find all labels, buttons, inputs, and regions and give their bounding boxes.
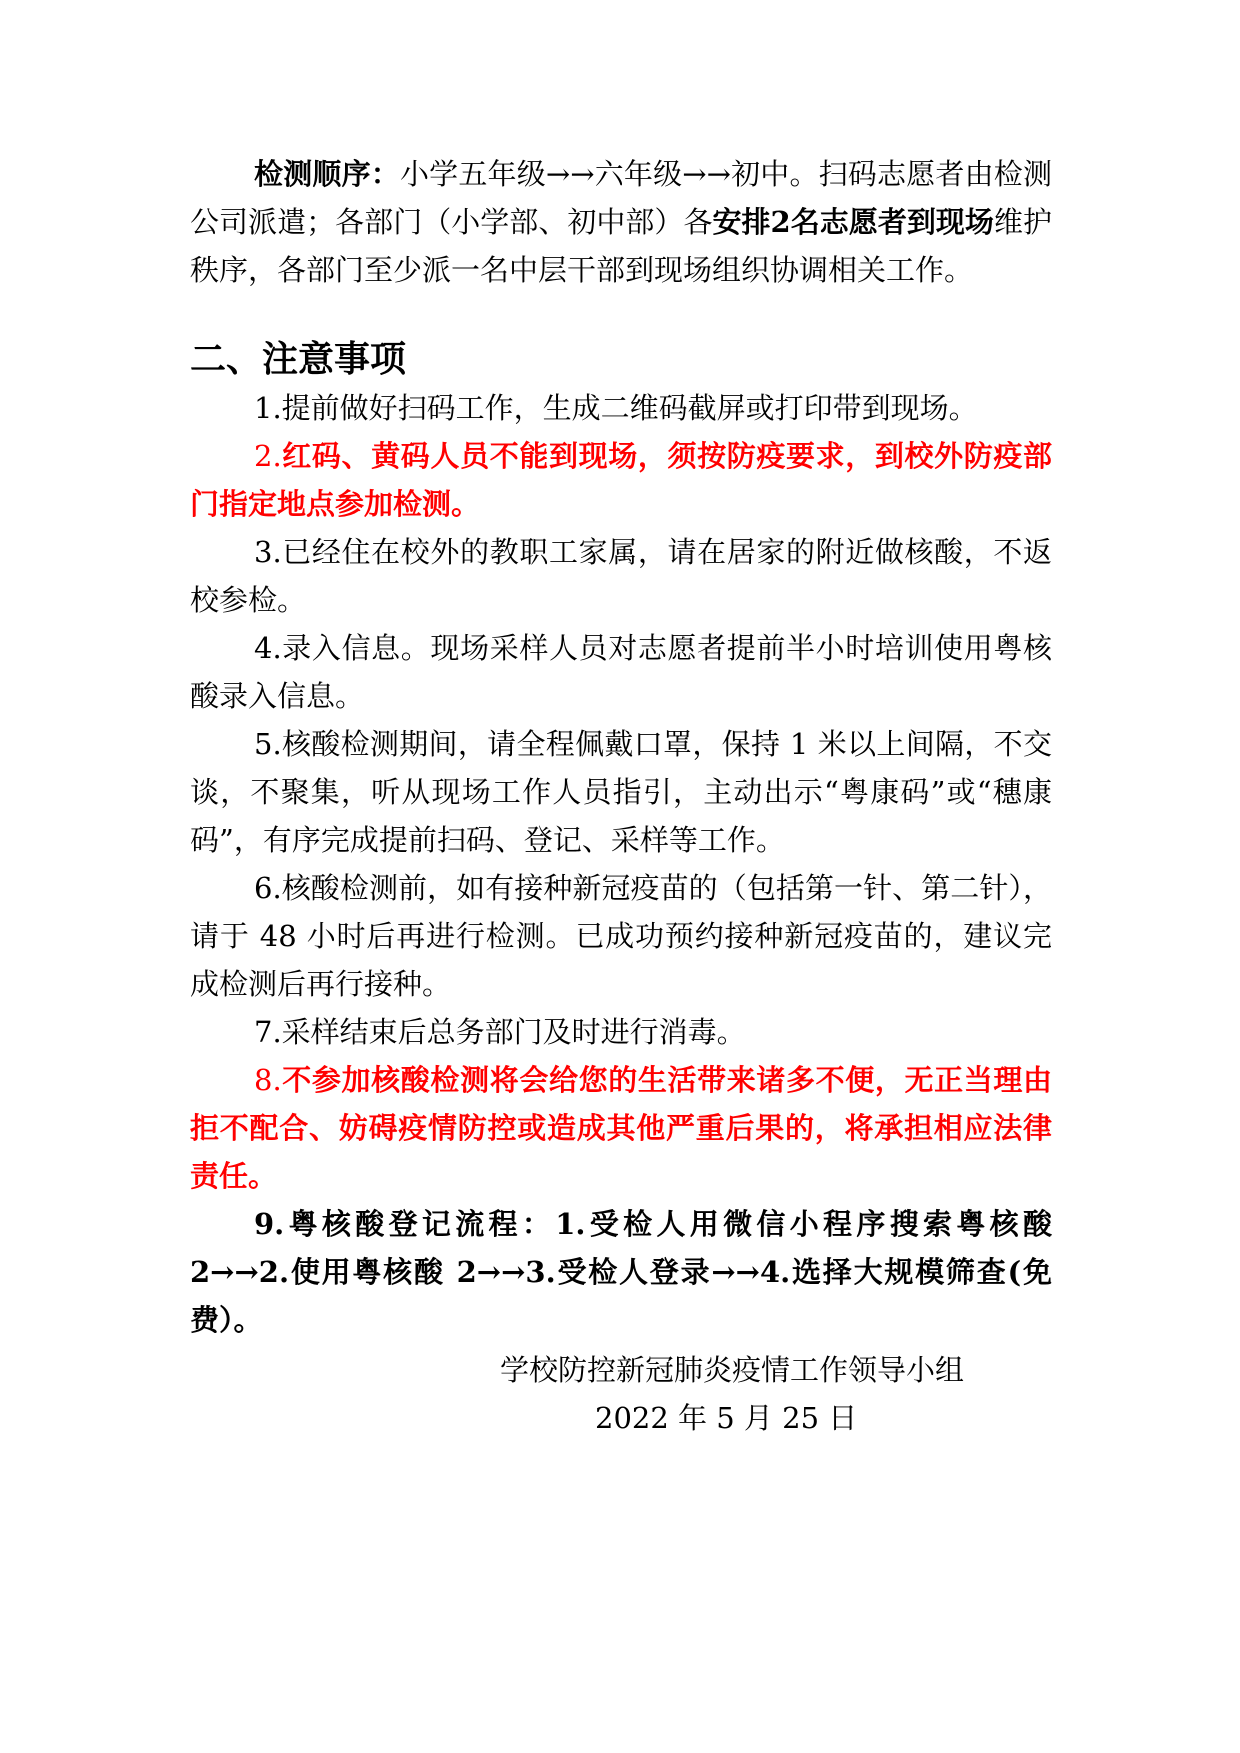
item-number: 2. (254, 439, 282, 473)
notice-item-6 (190, 864, 1052, 1008)
item-text: 红码、黄码人员不能到现场，须按防疫要求，到校外防疫部门指定地点参加检测。 (190, 439, 1052, 521)
notice-item-7 (190, 1008, 1052, 1056)
item-number: 4. (254, 631, 282, 665)
notice-item-2 (190, 432, 1052, 528)
item-number: 3. (254, 535, 282, 569)
notice-item-9 (190, 1200, 1052, 1344)
notice-item-3 (190, 528, 1052, 624)
intro-bold: 安排2名志愿者到现场 (712, 205, 994, 239)
item-text: 不参加核酸检测将会给您的生活带来诸多不便，无正当理由拒不配合、妨碍疫情防控或造成其他严重后果的，将承担相应法律责任。 (190, 1063, 1052, 1193)
item-text: 提前做好扫码工作，生成二维码截屏或打印带到现场。 (281, 391, 978, 425)
item-number: 7. (254, 1015, 282, 1049)
item-number: 1. (254, 391, 282, 425)
item-number: 9. (254, 1207, 285, 1241)
intro-paragraph (190, 150, 1052, 294)
notice-item-1 (190, 384, 1052, 432)
item-text: 录入信息。现场采样人员对志愿者提前半小时培训使用粤核酸录入信息。 (190, 631, 1052, 713)
document-page (190, 150, 1052, 1442)
item-text: 核酸检测前，如有接种新冠疫苗的（包括第一针、第二针），请于 48 小时后再进行检测。已成功预约接种新冠疫苗的，建议完成检测后再行接种。 (190, 871, 1052, 1001)
intro-text-1: 小学五年级→→六年级→→初中。扫码志愿者由检测公司派遣；各部门（小学部、初中部）各 (190, 157, 1052, 239)
notice-item-4 (190, 624, 1052, 720)
item-text: 已经住在校外的教职工家属，请在居家的附近做核酸，不返校参检。 (190, 535, 1052, 617)
signature-org: 学校防控新冠肺炎疫情工作领导小组 (500, 1353, 965, 1387)
item-text: 采样结束后总务部门及时进行消毒。 (281, 1015, 746, 1049)
signature-date: 2022 年 5 月 25 日 (595, 1401, 858, 1435)
section-title: 二、注意事项 (190, 339, 407, 380)
item-number: 8. (254, 1063, 282, 1097)
notice-item-8 (190, 1056, 1052, 1200)
item-number: 6. (254, 871, 282, 905)
notice-item-5 (190, 720, 1052, 864)
item-text: 粤核酸登记流程：1.受检人用微信小程序搜索粤核酸 2→→2.使用粤核酸 2→→3.受检人登录→→4.选择大规模筛查(免费）。 (190, 1207, 1052, 1337)
item-number: 5. (254, 727, 282, 761)
intro-text-2: 维护秩序，各部门至少派一名中层干部到现场组织协调相关工作。 (190, 205, 1052, 287)
intro-label: 检测顺序： (254, 157, 400, 191)
item-text: 核酸检测期间，请全程佩戴口罩，保持 1 米以上间隔，不交谈，不聚集，听从现场工作人员指引，主动出示“粤康码”或“穗康码”，有序完成提前扫码、登记、采样等工作。 (190, 727, 1052, 857)
